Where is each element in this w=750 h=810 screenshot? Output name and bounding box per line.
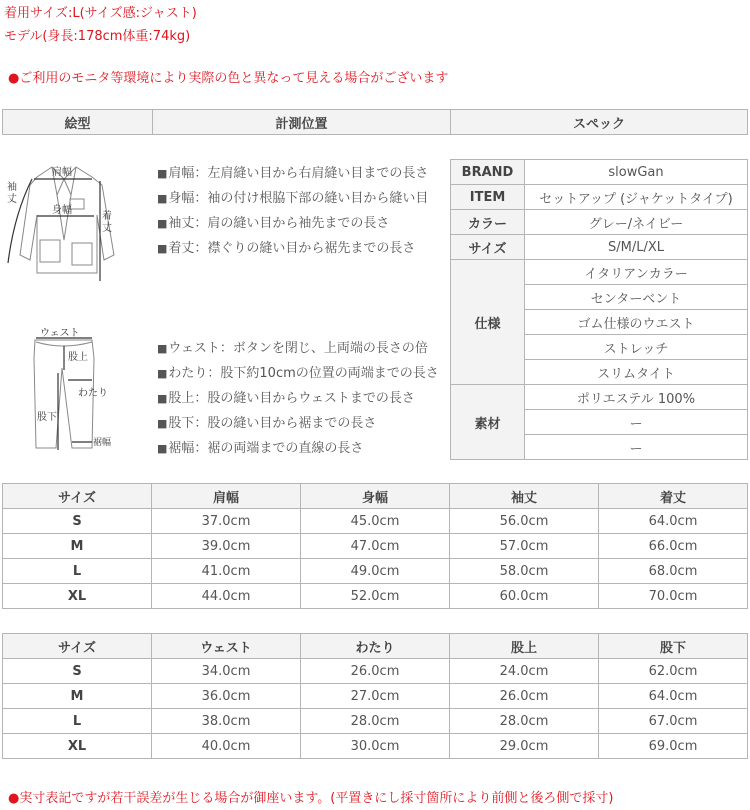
- table-header-row: [3, 634, 748, 659]
- spec-value: ー: [525, 435, 748, 460]
- spec-value: ポリエステル 100%: [525, 385, 748, 410]
- column-header: 股上: [450, 634, 599, 659]
- column-header: 袖丈: [450, 484, 599, 509]
- spec-value: ゴム仕様のウエスト: [525, 310, 748, 335]
- spec-label: ITEM: [451, 185, 525, 210]
- column-header: 肩幅: [152, 484, 301, 509]
- spec-table: [450, 159, 748, 460]
- bullet-icon: ●: [8, 71, 20, 86]
- column-header: 身幅: [301, 484, 450, 509]
- measure-length: ■着丈：襟ぐりの縫い目から裾先までの長さ: [157, 241, 416, 256]
- label-shoulder: 肩幅: [52, 167, 72, 178]
- measure-rise: ■股上：股の縫い目からウェストまでの長さ: [157, 391, 415, 406]
- measurement-notice: [8, 787, 613, 806]
- measure-waist: ■ウェスト：ボタンを閉じ、上両端の長さの倍: [157, 341, 428, 356]
- spec-row-size: [451, 235, 748, 260]
- jacket-illustration: [2, 155, 132, 285]
- table-row: L 38.0cm 28.0cm 28.0cm 67.0cm: [3, 709, 748, 734]
- measure-body: ■身幅：袖の付け根脇下部の縫い目から縫い目: [157, 191, 429, 206]
- column-header: わたり: [301, 634, 450, 659]
- spec-value: ストレッチ: [525, 335, 748, 360]
- label-thigh: わたり: [78, 388, 108, 399]
- table-row: S 37.0cm 45.0cm 56.0cm 64.0cm: [3, 509, 748, 534]
- label-body: 身幅: [52, 205, 72, 216]
- spec-row-color: [451, 210, 748, 235]
- spec-label: カラー: [451, 210, 525, 235]
- column-header: サイズ: [3, 634, 152, 659]
- pants-size-table: [2, 633, 748, 759]
- spec-row-item: [451, 185, 748, 210]
- pants-illustration: [30, 328, 120, 453]
- measure-thigh: ■わたり：股下約10cmの位置の両端までの長さ: [157, 366, 439, 381]
- spec-label: BRAND: [451, 160, 525, 185]
- color-notice: [8, 67, 448, 86]
- spec-value: セットアップ (ジャケットタイプ): [525, 185, 748, 210]
- spec-value: S/M/L/XL: [525, 235, 748, 260]
- label-inseam: 股下: [37, 412, 57, 423]
- label-waist: ウェスト: [40, 328, 80, 339]
- table-header-row: [3, 484, 748, 509]
- spec-label: 仕様: [451, 260, 525, 385]
- spec-label: 素材: [451, 385, 525, 460]
- label-length: 着: [102, 211, 112, 222]
- table-row: M 36.0cm 27.0cm 26.0cm 64.0cm: [3, 684, 748, 709]
- svg-text:丈: 丈: [7, 194, 17, 205]
- column-header: 着丈: [599, 484, 748, 509]
- measure-inseam: ■股下：股の縫い目から裾までの長さ: [157, 416, 377, 431]
- spec-row-material: [451, 385, 748, 410]
- measurement-notice-text: 実寸表記ですが若干誤差が生じる場合が御座います。(平置きにし採寸箇所により前側と後ろ側で採寸): [19, 791, 614, 806]
- table-row: XL 40.0cm 30.0cm 29.0cm 69.0cm: [3, 734, 748, 759]
- spec-value: センターベント: [525, 285, 748, 310]
- svg-text:丈: 丈: [102, 223, 112, 234]
- spec-row-brand: [451, 160, 748, 185]
- measure-sleeve: ■袖丈：肩の縫い目から袖先までの長さ: [157, 216, 390, 231]
- label-hem: 裾幅: [93, 438, 112, 448]
- table-row: M 39.0cm 47.0cm 57.0cm 66.0cm: [3, 534, 748, 559]
- spec-value: グレー/ネイビー: [525, 210, 748, 235]
- jacket-size-table: [2, 483, 748, 609]
- bullet-icon: ●: [8, 791, 20, 806]
- header-illustration: 絵型: [3, 110, 153, 135]
- color-notice-text: ご利用のモニタ等環境により実際の色と異なって見える場合がございます: [19, 71, 449, 86]
- spec-row-features: [451, 260, 748, 285]
- header-measure-position: 計測位置: [153, 110, 451, 135]
- spec-value: スリムタイト: [525, 360, 748, 385]
- label-rise: 股上: [68, 352, 88, 363]
- spec-value: ー: [525, 410, 748, 435]
- column-header: ウェスト: [152, 634, 301, 659]
- label-sleeve: 袖: [7, 182, 17, 193]
- wearing-size-text: 着用サイズ:L(サイズ感:ジャスト): [4, 6, 197, 21]
- column-header: 股下: [599, 634, 748, 659]
- table-row: XL 44.0cm 52.0cm 60.0cm 70.0cm: [3, 584, 748, 609]
- spec-label: サイズ: [451, 235, 525, 260]
- measure-hem: ■裾幅：裾の両端までの直線の長さ: [157, 441, 364, 456]
- table-row: L 41.0cm 49.0cm 58.0cm 68.0cm: [3, 559, 748, 584]
- header-spec: スペック: [451, 110, 748, 135]
- measure-shoulder: ■肩幅：左肩縫い目から右肩縫い目までの長さ: [157, 166, 429, 181]
- section-header-table: [2, 109, 748, 135]
- spec-value: イタリアンカラー: [525, 260, 748, 285]
- column-header: サイズ: [3, 484, 152, 509]
- model-info-text: モデル(身長:178cm体重:74kg): [4, 29, 191, 44]
- table-row: S 34.0cm 26.0cm 24.0cm 62.0cm: [3, 659, 748, 684]
- spec-value: slowGan: [525, 160, 748, 185]
